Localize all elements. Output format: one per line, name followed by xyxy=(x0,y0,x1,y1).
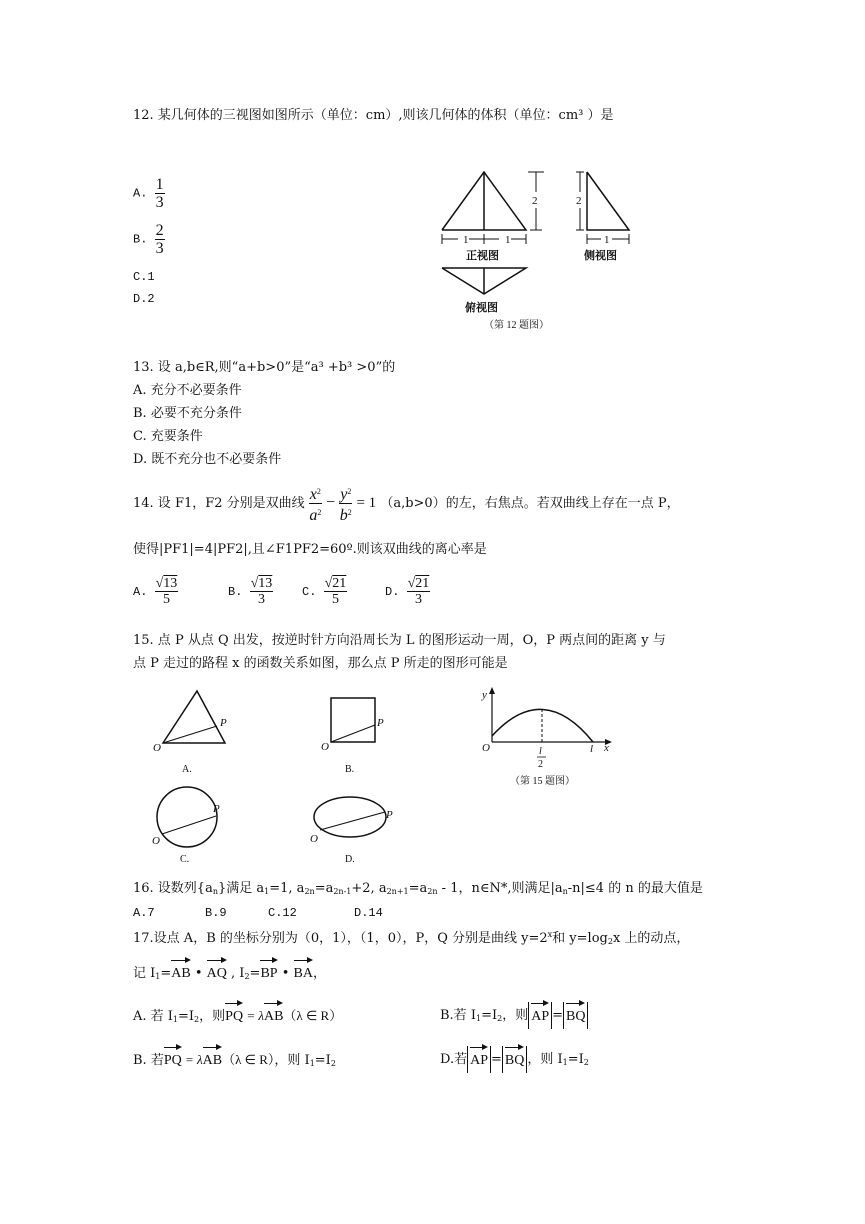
q15-line2: 点 P 走过的路程 x 的函数关系如图，那么点 P 所走的图形可能是 xyxy=(133,656,508,671)
q14-option-d: D. $\frac{√21}{3}$ xyxy=(385,576,430,608)
top-view-label: 俯视图 xyxy=(465,302,498,314)
figure-caption: （第 12 题图） xyxy=(484,320,549,331)
graph-origin-label: O xyxy=(482,742,490,754)
figure-b-caption: B. xyxy=(345,764,355,775)
q16-option-a: A.7 xyxy=(133,906,155,920)
q14-option-b: B. $\frac{√13}{3}$ xyxy=(228,576,273,608)
side-view xyxy=(576,172,629,244)
q13-option-a: A. 充分不必要条件 xyxy=(133,383,242,398)
point-p-label: P xyxy=(213,803,220,815)
q15-figure-d-ellipse xyxy=(308,790,408,866)
point-p-label: P xyxy=(386,809,393,821)
top-view xyxy=(442,268,526,294)
figure-a-caption: A. xyxy=(182,764,192,775)
q15-line1: 15. 点 P 从点 Q 出发，按逆时针方向沿周长为 L 的图形运动一周，O，P 两点间的距离 y 与 xyxy=(133,633,666,648)
q15-figure-a-triangle xyxy=(150,688,240,778)
q12-option-d: D.2 xyxy=(133,292,155,306)
q14-line2: 使得|PF1|=4|PF2|,且∠F1PF2=60º.则该双曲线的离心率是 xyxy=(133,542,487,557)
q13-option-c: C. 充要条件 xyxy=(133,429,203,444)
side-view-label: 侧视图 xyxy=(584,250,617,262)
point-o-label: O xyxy=(321,741,329,753)
graph-caption: （第 15 题图） xyxy=(510,776,575,787)
q17-option-a: A. 若 $I_1=I_2$，则PQ = λAB（λ ∈ R） xyxy=(133,1002,342,1032)
q15-figure-b-square xyxy=(318,688,408,778)
q12-stem: 12. 某几何体的三视图如图所示（单位：cm）,则该几何体的体积（单位：cm³ ）是 xyxy=(133,108,614,123)
q12-option-c: C.1 xyxy=(133,270,155,284)
dim-label: 1 xyxy=(604,234,610,246)
q17-line2: 记 $I_1=AB$ • AQ , $I_2=BP$ • BA， xyxy=(133,959,326,989)
q16-option-c: C.12 xyxy=(268,906,297,920)
front-view xyxy=(442,172,544,244)
q13-stem: 13. 设 a,b∈R,则“a+b>0”是“a³ +b³ >0”的 xyxy=(133,360,396,375)
q14-option-a: A. $\frac{√13}{5}$ xyxy=(133,576,178,608)
figure-d-caption: D. xyxy=(345,854,355,865)
graph-y-label: y xyxy=(482,689,487,701)
dim-label: 2 xyxy=(576,195,582,207)
graph-l-label: l xyxy=(590,743,594,755)
q12-three-view-figure xyxy=(436,168,646,338)
q17-line1: 17.设点 A，B 的坐标分别为（0，1），（1，0），P，Q 分别是曲线 $y=2^x$和 $y=\log_2x$ 上的动点， xyxy=(133,930,690,946)
q15-figure-c-circle xyxy=(150,784,240,866)
q16-option-b: B.9 xyxy=(205,906,227,920)
q17-option-b: B.若 $I_1=I_2$，则 AP = BQ xyxy=(440,1002,588,1031)
point-p-label: P xyxy=(220,717,227,729)
dim-label: 2 xyxy=(532,195,538,207)
q16-stem: 16. 设数列$\{a_n\}$满足 $a_1=1$, $a_{2n}=a_{2n-1}+2$, $a_{2n+1}=a_{2n} - 1$，n∈N*,则满足$|a_n-n|\le 4$ 的 n 的最大值是 xyxy=(133,881,703,896)
graph-half-num: l xyxy=(539,746,542,757)
q15-distance-graph xyxy=(480,686,620,812)
front-view-label: 正视图 xyxy=(466,250,499,262)
dim-label: 1 xyxy=(505,234,511,246)
point-o-label: O xyxy=(153,742,161,754)
point-p-label: P xyxy=(377,717,384,729)
graph-x-label: x xyxy=(604,742,609,754)
q17-option-c: B. 若PQ = λAB（λ ∈ R），则 $I_1=I_2$ xyxy=(133,1046,336,1076)
point-o-label: O xyxy=(310,833,318,845)
graph-half-den: 2 xyxy=(538,759,543,770)
q14-option-c: C. $\frac{√21}{5}$ xyxy=(302,576,347,608)
q13-option-d: D. 既不充分也不必要条件 xyxy=(133,452,282,467)
q16-option-d: D.14 xyxy=(354,906,383,920)
dim-label: 1 xyxy=(463,234,469,246)
q14-stem: 14. 设 F1，F2 分别是双曲线 $\frac{x^2}{a^2}$ − $\frac{y^2}{b^2}$ = 1 （a,b>0）的左，右焦点。若双曲线上存在一点 P， xyxy=(133,483,680,524)
q17-option-d: D.若 AP = BQ ，则 $I_1=I_2$ xyxy=(440,1046,589,1075)
q12-option-a: A. $\frac{1}{3}$ xyxy=(133,176,164,211)
figure-c-caption: C. xyxy=(180,854,190,865)
q13-option-b: B. 必要不充分条件 xyxy=(133,406,242,421)
q12-option-b: B. $\frac{2}{3}$ xyxy=(133,222,164,257)
point-o-label: O xyxy=(152,835,160,847)
